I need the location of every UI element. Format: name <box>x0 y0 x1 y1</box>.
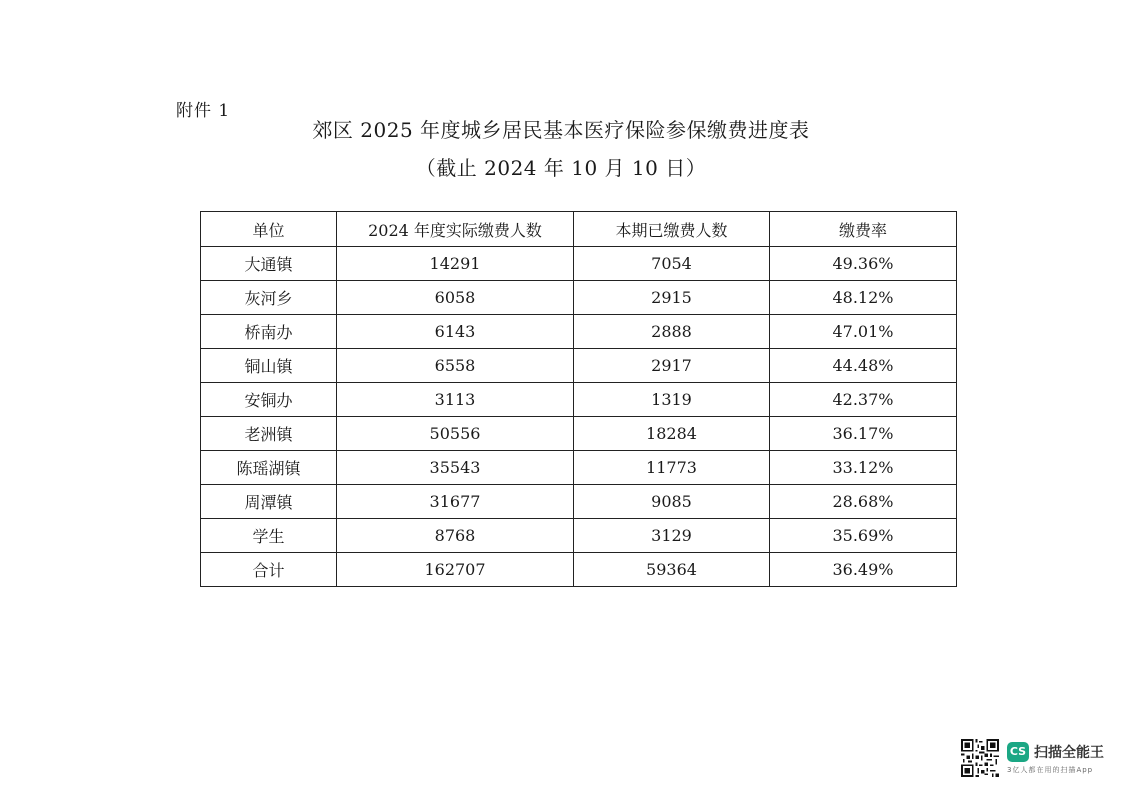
cell-actual-payers: 31677 <box>337 485 574 519</box>
cell-actual-payers: 14291 <box>337 247 574 281</box>
cell-payment-rate: 35.69% <box>770 519 957 553</box>
scanner-watermark <box>961 739 1104 777</box>
payment-progress-table <box>200 211 957 587</box>
header-unit: 单位 <box>201 212 337 247</box>
cell-actual-payers: 6558 <box>337 349 574 383</box>
cell-current-paid: 7054 <box>574 247 770 281</box>
cell-payment-rate: 28.68% <box>770 485 957 519</box>
cell-unit: 陈瑶湖镇 <box>201 451 337 485</box>
table-row <box>201 417 957 451</box>
cell-actual-payers: 3113 <box>337 383 574 417</box>
cell-payment-rate: 36.49% <box>770 553 957 587</box>
cell-current-paid: 2917 <box>574 349 770 383</box>
table-row <box>201 349 957 383</box>
cell-current-paid: 3129 <box>574 519 770 553</box>
cell-unit: 桥南办 <box>201 315 337 349</box>
cell-actual-payers: 6143 <box>337 315 574 349</box>
brand-block <box>1007 742 1104 775</box>
cell-unit: 学生 <box>201 519 337 553</box>
cell-current-paid: 18284 <box>574 417 770 451</box>
header-payment-rate: 缴费率 <box>770 212 957 247</box>
qr-code-icon <box>961 739 999 777</box>
cell-unit: 合计 <box>201 553 337 587</box>
cell-payment-rate: 47.01% <box>770 315 957 349</box>
cell-actual-payers: 162707 <box>337 553 574 587</box>
cell-actual-payers: 35543 <box>337 451 574 485</box>
total-row <box>201 553 957 587</box>
table-row <box>201 315 957 349</box>
camscanner-logo-icon: CS <box>1007 742 1029 762</box>
table-header-row <box>201 212 957 247</box>
cell-current-paid: 1319 <box>574 383 770 417</box>
cell-current-paid: 9085 <box>574 485 770 519</box>
table-row <box>201 383 957 417</box>
attachment-label: 附件 1 <box>176 101 231 121</box>
brand-tagline: 3亿人都在用的扫描App <box>1007 765 1094 774</box>
cell-payment-rate: 44.48% <box>770 349 957 383</box>
cell-actual-payers: 6058 <box>337 281 574 315</box>
table-row <box>201 485 957 519</box>
cell-payment-rate: 33.12% <box>770 451 957 485</box>
header-current-paid: 本期已缴费人数 <box>574 212 770 247</box>
cell-payment-rate: 36.17% <box>770 417 957 451</box>
cell-payment-rate: 48.12% <box>770 281 957 315</box>
cell-unit: 大通镇 <box>201 247 337 281</box>
cell-unit: 周潭镇 <box>201 485 337 519</box>
cell-current-paid: 59364 <box>574 553 770 587</box>
table-row <box>201 519 957 553</box>
cell-unit: 灰河乡 <box>201 281 337 315</box>
cell-payment-rate: 49.36% <box>770 247 957 281</box>
cell-actual-payers: 50556 <box>337 417 574 451</box>
document-title: 郊区 2025 年度城乡居民基本医疗保险参保缴费进度表 <box>312 118 810 142</box>
cell-unit: 铜山镇 <box>201 349 337 383</box>
cell-unit: 安铜办 <box>201 383 337 417</box>
cell-actual-payers: 8768 <box>337 519 574 553</box>
cell-unit: 老洲镇 <box>201 417 337 451</box>
cell-current-paid: 11773 <box>574 451 770 485</box>
header-2024-actual-payers: 2024 年度实际缴费人数 <box>337 212 574 247</box>
cell-current-paid: 2915 <box>574 281 770 315</box>
cell-current-paid: 2888 <box>574 315 770 349</box>
cell-payment-rate: 42.37% <box>770 383 957 417</box>
brand-name: 扫描全能王 <box>1034 744 1104 761</box>
table-row <box>201 451 957 485</box>
table-row <box>201 247 957 281</box>
table-row <box>201 281 957 315</box>
document-subtitle: （截止 2024 年 10 月 10 日） <box>415 156 707 180</box>
